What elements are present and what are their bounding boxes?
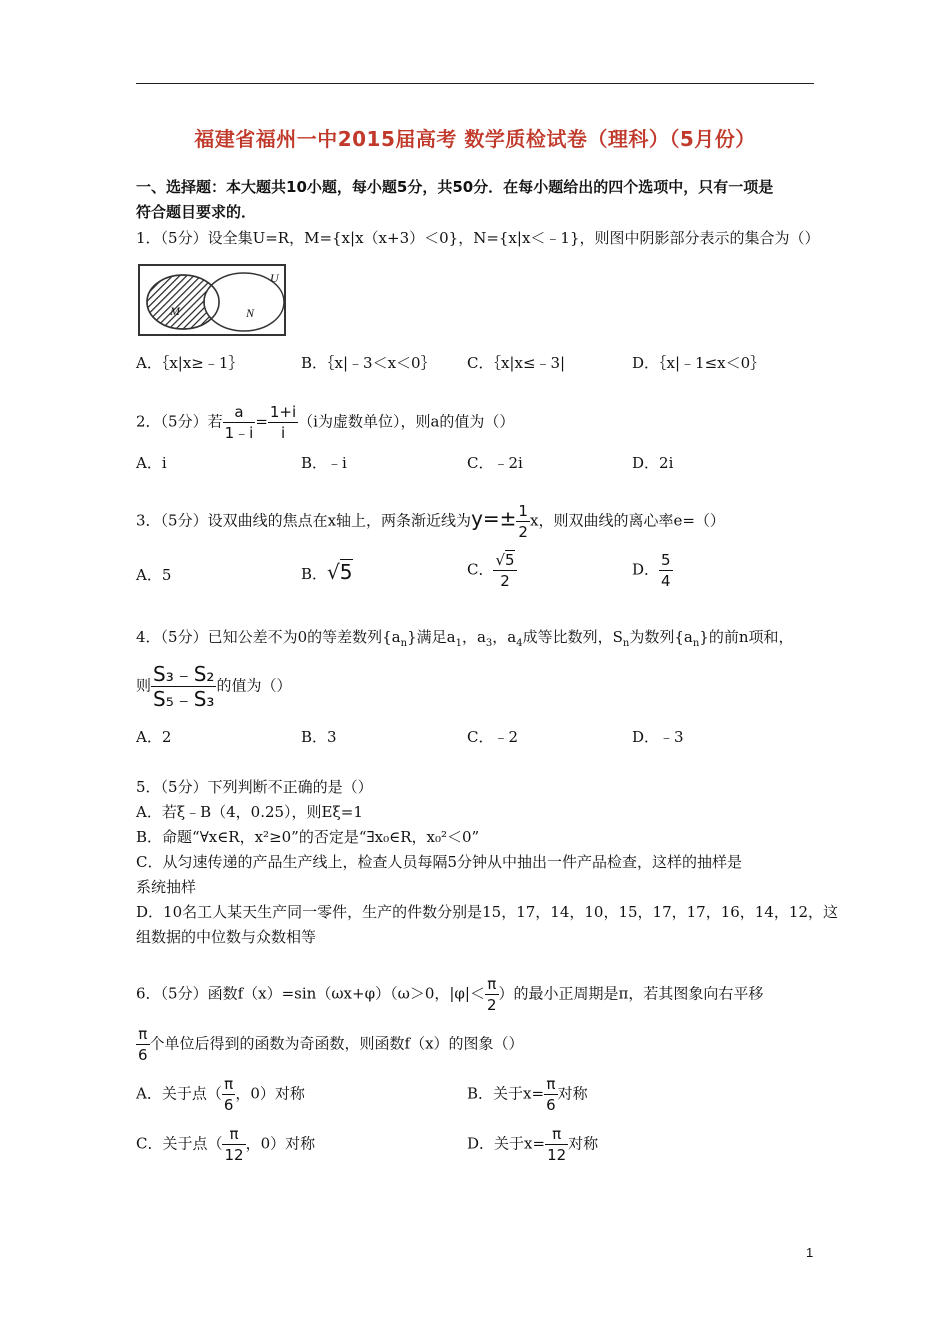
q6-option-a: A．关于点（ $\frac{\pi}{6}$ ，0）对称 (136, 1075, 305, 1114)
question-5-stem: 5．（5分）下列判断不正确的是（） (136, 778, 373, 796)
q2-fraction-2: $\frac{1+i}{i}$ (269, 403, 297, 442)
venn-label-n: N (246, 306, 255, 320)
question-4-line2: 则 $\frac{\text{S₃﹣S₂}}{\text{S₅﹣S₃}}$ 的值为（） (136, 662, 292, 711)
q1-option-d: D．｛x|﹣1≤x＜0｝ (632, 354, 766, 372)
q2-pre: 2．（5分）若 (136, 412, 223, 431)
q5-option-b: B．命题“∀x∈R，x²≥0”的否定是“∃x₀∈R，x₀²＜0” (136, 828, 480, 846)
q2-option-c: C．﹣2i (467, 454, 523, 472)
q5-option-d-line1: D．10名工人某天生产同一零件，生产的件数分别是15，17，14，10，15，17，17，16，14，12，这 (136, 903, 838, 921)
q3-option-b: B．√5 (301, 560, 353, 584)
question-6-line1: 6．（5分）函数f（x）=sin（ωx+φ）（ω＞0，|φ|＜ $\frac{\pi}{2}$ ）的最小正周期是π，若其图象向右平移 (136, 975, 764, 1014)
q2-fraction-1: $\frac{a}{1﹣i}$ (224, 403, 254, 442)
q2-option-d: D．2i (632, 454, 674, 472)
question-1-stem: 1．（5分）设全集U=R，M={x|x（x+3）＜0}，N={x|x＜﹣1}，则图中阴影部分表示的集合为（） (136, 229, 820, 247)
q4-fraction: $\frac{\text{S₃﹣S₂}}{\text{S₅﹣S₃}}$ (153, 662, 215, 711)
q5-option-a: A．若ξ﹣B（4，0.25），则Eξ=1 (136, 803, 363, 821)
q2-post: （i为虚数单位），则a的值为（） (298, 412, 515, 431)
q4-option-b: B．3 (301, 728, 337, 746)
section-heading-line1: 一、选择题：本大题共10小题，每小题5分，共50分．在每小题给出的四个选项中，只有一项是 (136, 178, 774, 196)
q6-option-c: C．关于点（ $\frac{\pi}{12}$ ，0）对称 (136, 1125, 316, 1164)
q3-option-c: C． $\frac{√5}{2}$ (467, 551, 515, 590)
section-heading-line2: 符合题目要求的． (136, 203, 257, 221)
q4-option-a: A．2 (136, 728, 172, 746)
q6-option-b: B．关于x= $\frac{\pi}{6}$ 对称 (467, 1075, 588, 1114)
q4-option-d: D．﹣3 (632, 728, 684, 746)
question-3-stem: 3．（5分）设双曲线的焦点在x轴上，两条渐近线为y=± $\frac{1}{2}$ x，则双曲线的离心率e=（） (136, 502, 725, 541)
q1-option-b: B．｛x|﹣3＜x＜0｝ (301, 354, 436, 372)
question-6-line2: $\frac{\pi}{6}$ 个单位后得到的函数为奇函数，则函数f（x）的图象（） (138, 1025, 524, 1064)
page-title: 福建省福州一中2015届高考 数学质检试卷（理科）（5月份） (194, 127, 756, 151)
header-rule (136, 83, 814, 84)
venn-label-u: U (270, 271, 279, 285)
q1-option-a: A．｛x|x≥﹣1｝ (136, 354, 244, 372)
q3-asymptote-fraction: $\frac{1}{2}$ (518, 502, 528, 541)
venn-diagram (136, 262, 288, 342)
q5-option-c-line1: C．从匀速传递的产品生产线上，检查人员每隔5分钟从中抽出一件产品检查，这样的抽样是 (136, 853, 743, 871)
q5-option-c-line2: 系统抽样 (136, 878, 197, 896)
question-4-line1: 4．（5分）已知公差不为0的等差数列$\{a_n\}$满足$a_1$，$a_3$，$a_4$成等比数列，$S_n$为数列$\{a_n\}$的前n项和， (136, 628, 794, 649)
q3-option-a: A．5 (136, 566, 172, 584)
q2-option-a: A．i (136, 454, 167, 472)
venn-label-m: M (170, 304, 180, 318)
q5-option-d-line2: 组数据的中位数与众数相等 (136, 928, 317, 946)
question-2-stem: 2．（5分）若 $\frac{a}{1﹣i}$ = $\frac{1+i}{i}$ （i为虚数单位），则a的值为（） (136, 403, 515, 442)
page-number: 1 (806, 1245, 814, 1260)
q4-option-c: C．﹣2 (467, 728, 519, 746)
q3-option-d: D． $\frac{5}{4}$ (632, 551, 671, 590)
q6-option-d: D．关于x= $\frac{\pi}{12}$ 对称 (467, 1125, 599, 1164)
q1-option-c: C．｛x|x≤﹣3| (467, 354, 566, 372)
q2-option-b: B．﹣i (301, 454, 347, 472)
